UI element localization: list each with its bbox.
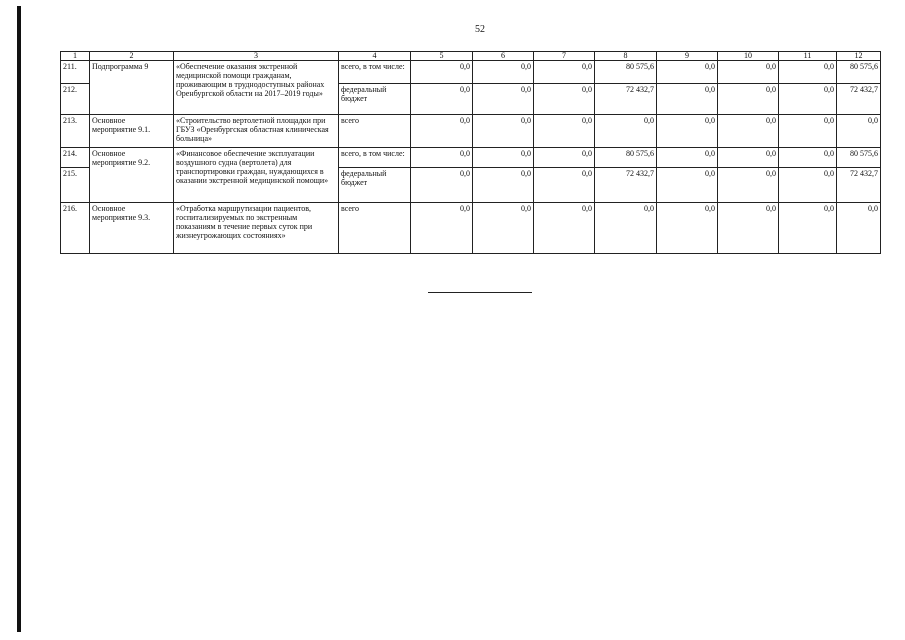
value-cell: 72 432,7 <box>595 84 657 115</box>
value-cell: 0,0 <box>779 148 837 168</box>
header-cell: 6 <box>473 52 534 61</box>
row-number: 213. <box>61 115 90 148</box>
measure-title: «Обеспечение оказания экстренной медицинской помощи гражданам, проживающим в труднодоступных районах Оренбургской области на 2017–2019 годы» <box>174 61 339 115</box>
value-cell: 0,0 <box>718 61 779 84</box>
program-name: Подпрограмма 9 <box>90 61 174 115</box>
value-cell: 0,0 <box>718 84 779 115</box>
value-cell: 0,0 <box>657 203 718 254</box>
header-cell: 11 <box>779 52 837 61</box>
value-cell: 0,0 <box>473 61 534 84</box>
value-cell: 0,0 <box>473 148 534 168</box>
value-cell: 0,0 <box>473 203 534 254</box>
program-name: Основное мероприятие 9.3. <box>90 203 174 254</box>
program-name: Основное мероприятие 9.2. <box>90 148 174 203</box>
value-cell: 0,0 <box>534 148 595 168</box>
value-cell: 0,0 <box>657 148 718 168</box>
header-cell: 9 <box>657 52 718 61</box>
value-cell: 0,0 <box>779 203 837 254</box>
value-cell: 0,0 <box>657 168 718 203</box>
measure-title: «Строительство вертолетной площадки при ГБУЗ «Оренбургская областная клиническая больница» <box>174 115 339 148</box>
value-cell: 80 575,6 <box>837 148 881 168</box>
value-cell: 0,0 <box>534 84 595 115</box>
value-cell: 0,0 <box>411 168 473 203</box>
table-row <box>61 148 881 168</box>
funding-source: федеральный бюджет <box>339 168 411 203</box>
value-cell: 80 575,6 <box>837 61 881 84</box>
value-cell: 0,0 <box>657 115 718 148</box>
value-cell: 0,0 <box>718 168 779 203</box>
value-cell: 0,0 <box>534 115 595 148</box>
row-number: 216. <box>61 203 90 254</box>
header-cell: 1 <box>61 52 90 61</box>
value-cell: 0,0 <box>657 61 718 84</box>
header-cell: 5 <box>411 52 473 61</box>
value-cell: 72 432,7 <box>837 168 881 203</box>
value-cell: 0,0 <box>534 203 595 254</box>
value-cell: 0,0 <box>411 148 473 168</box>
value-cell: 0,0 <box>779 168 837 203</box>
header-cell: 2 <box>90 52 174 61</box>
value-cell: 0,0 <box>657 84 718 115</box>
value-cell: 0,0 <box>473 115 534 148</box>
value-cell: 80 575,6 <box>595 61 657 84</box>
row-number: 212. <box>61 84 90 115</box>
value-cell: 0,0 <box>534 168 595 203</box>
header-cell: 8 <box>595 52 657 61</box>
value-cell: 0,0 <box>595 203 657 254</box>
value-cell: 0,0 <box>473 168 534 203</box>
value-cell: 0,0 <box>837 203 881 254</box>
measure-title: «Финансовое обеспечение эксплуатации воздушного судна (вертолета) для транспортировки граждан, нуждающихся в оказании экстренной медицинской помощи» <box>174 148 339 203</box>
row-number: 214. <box>61 148 90 168</box>
value-cell: 0,0 <box>718 115 779 148</box>
funding-source: всего <box>339 203 411 254</box>
budget-table <box>60 51 881 254</box>
row-number: 211. <box>61 61 90 84</box>
funding-source: всего, в том числе: <box>339 61 411 84</box>
header-cell: 12 <box>837 52 881 61</box>
header-cell: 3 <box>174 52 339 61</box>
value-cell: 0,0 <box>411 115 473 148</box>
funding-source: всего <box>339 115 411 148</box>
measure-title: «Отработка маршрутизации пациентов, госпитализируемых по экстренным показаниям в течение первых суток при жизнеугрожающих состояниях» <box>174 203 339 254</box>
table-row <box>61 61 881 84</box>
program-name: Основное мероприятие 9.1. <box>90 115 174 148</box>
page-number: 52 <box>475 24 485 35</box>
value-cell: 80 575,6 <box>595 148 657 168</box>
header-row <box>61 52 881 61</box>
table-row <box>61 203 881 254</box>
value-cell: 72 432,7 <box>595 168 657 203</box>
end-rule <box>428 292 532 293</box>
value-cell: 0,0 <box>411 84 473 115</box>
header-cell: 10 <box>718 52 779 61</box>
value-cell: 0,0 <box>411 203 473 254</box>
left-margin-bar <box>17 6 21 632</box>
value-cell: 72 432,7 <box>837 84 881 115</box>
value-cell: 0,0 <box>837 115 881 148</box>
value-cell: 0,0 <box>779 61 837 84</box>
header-cell: 4 <box>339 52 411 61</box>
value-cell: 0,0 <box>595 115 657 148</box>
value-cell: 0,0 <box>534 61 595 84</box>
value-cell: 0,0 <box>779 84 837 115</box>
value-cell: 0,0 <box>718 203 779 254</box>
value-cell: 0,0 <box>718 148 779 168</box>
row-number: 215. <box>61 168 90 203</box>
value-cell: 0,0 <box>779 115 837 148</box>
funding-source: всего, в том числе: <box>339 148 411 168</box>
value-cell: 0,0 <box>473 84 534 115</box>
header-cell: 7 <box>534 52 595 61</box>
table-row <box>61 115 881 148</box>
funding-source: федеральный бюджет <box>339 84 411 115</box>
value-cell: 0,0 <box>411 61 473 84</box>
